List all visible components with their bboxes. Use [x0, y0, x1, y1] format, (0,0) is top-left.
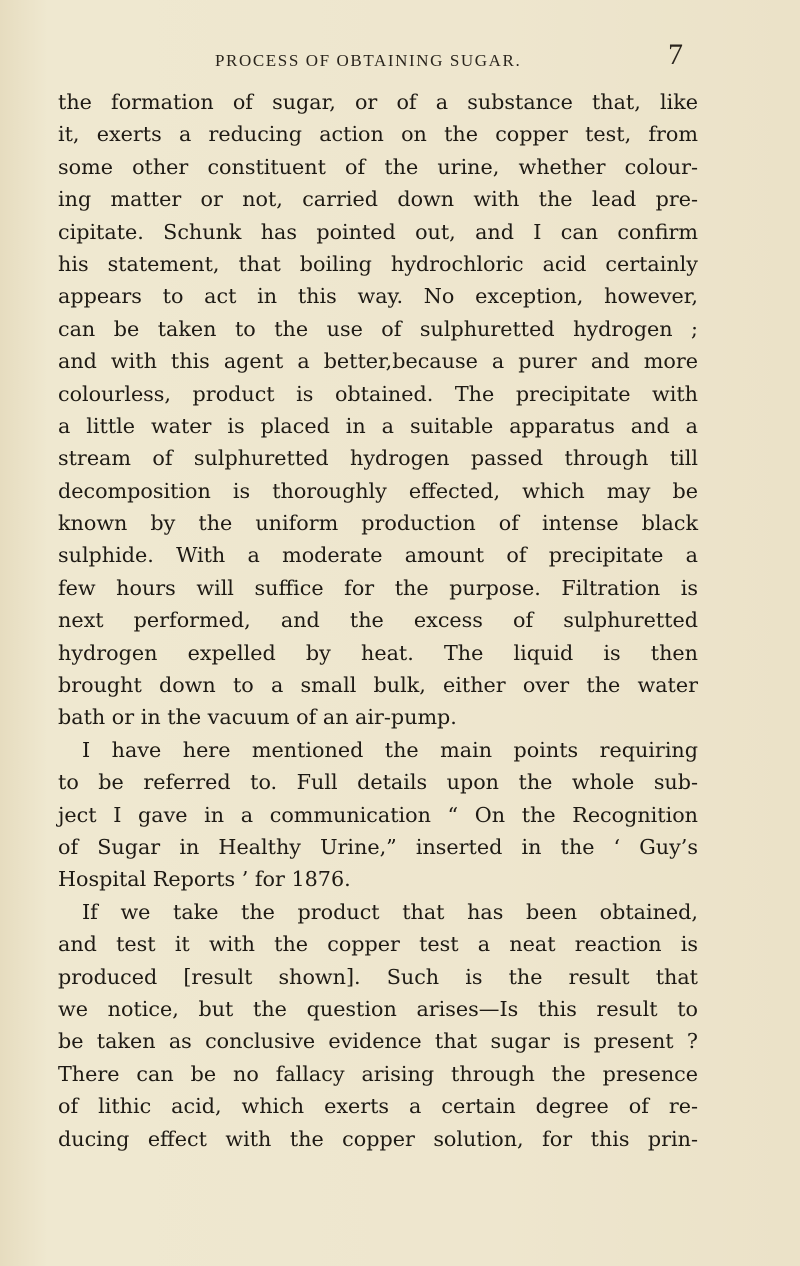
running-head — [0, 38, 800, 86]
page-number: 7 — [668, 38, 683, 71]
body-text — [58, 86, 698, 1155]
text-line: and with this agent a better,because a purer and more — [58, 349, 698, 374]
text-line: the formation of sugar, or of a substance that, like — [58, 90, 698, 114]
running-title: PROCESS OF OBTAINING SUGAR. — [215, 51, 522, 70]
text-line: If we take the product that has been obtained, — [82, 899, 698, 924]
text-line: bath or in the vacuum of an air-pump. — [58, 705, 457, 730]
text-line: of lithic acid, which exerts a certain degree of re- — [58, 1094, 698, 1119]
text-line: next performed, and the excess of sulphuretted — [58, 608, 698, 633]
text-line: to be referred to. Full details upon the whole sub- — [58, 770, 698, 795]
text-line: be taken as conclusive evidence that sugar is present ? — [58, 1029, 698, 1054]
text-line: decomposition is thoroughly effected, which may be — [58, 478, 698, 503]
text-line: some other constituent of the urine, whether colour- — [58, 154, 698, 179]
text-line: can be taken to the use of sulphuretted hydrogen ; — [58, 316, 698, 341]
text-line: ducing effect with the copper solution, for this prin- — [58, 1126, 698, 1151]
text-line: known by the uniform production of intense black — [58, 511, 698, 536]
text-line: hydrogen expelled by heat. The liquid is then — [58, 640, 698, 665]
text-line: and test it with the copper test a neat reaction is — [58, 932, 698, 957]
text-line: we notice, but the question arises—Is this result to — [58, 996, 698, 1021]
text-line: his statement, that boiling hydrochloric acid certainly — [58, 251, 698, 276]
text-line: cipitate. Schunk has pointed out, and I can confirm — [58, 219, 698, 244]
text-line: a little water is placed in a suitable apparatus and a — [58, 413, 698, 438]
text-line: few hours will suffice for the purpose. Filtration is — [58, 575, 698, 600]
text-line: brought down to a small bulk, either over the water — [58, 673, 698, 698]
text-line: I have here mentioned the main points requiring — [82, 737, 698, 762]
text-line: colourless, product is obtained. The precipitate with — [58, 381, 698, 406]
text-line: of Sugar in Healthy Urine,” inserted in the ‘ Guy’s — [58, 834, 698, 859]
text-line: produced [result shown]. Such is the result that — [58, 964, 698, 989]
text-line: stream of sulphuretted hydrogen passed through till — [58, 446, 698, 471]
text-line: appears to act in this way. No exception, however, — [58, 284, 698, 309]
text-line: Hospital Reports ’ for 1876. — [58, 867, 351, 892]
text-line: ject I gave in a communication “ On the Recognition — [58, 802, 698, 827]
text-line: ing matter or not, carried down with the lead pre- — [58, 187, 698, 212]
text-line: it, exerts a reducing action on the copper test, from — [58, 122, 698, 147]
text-line: sulphide. With a moderate amount of precipitate a — [58, 543, 698, 568]
text-line: There can be no fallacy arising through the presence — [58, 1061, 698, 1086]
